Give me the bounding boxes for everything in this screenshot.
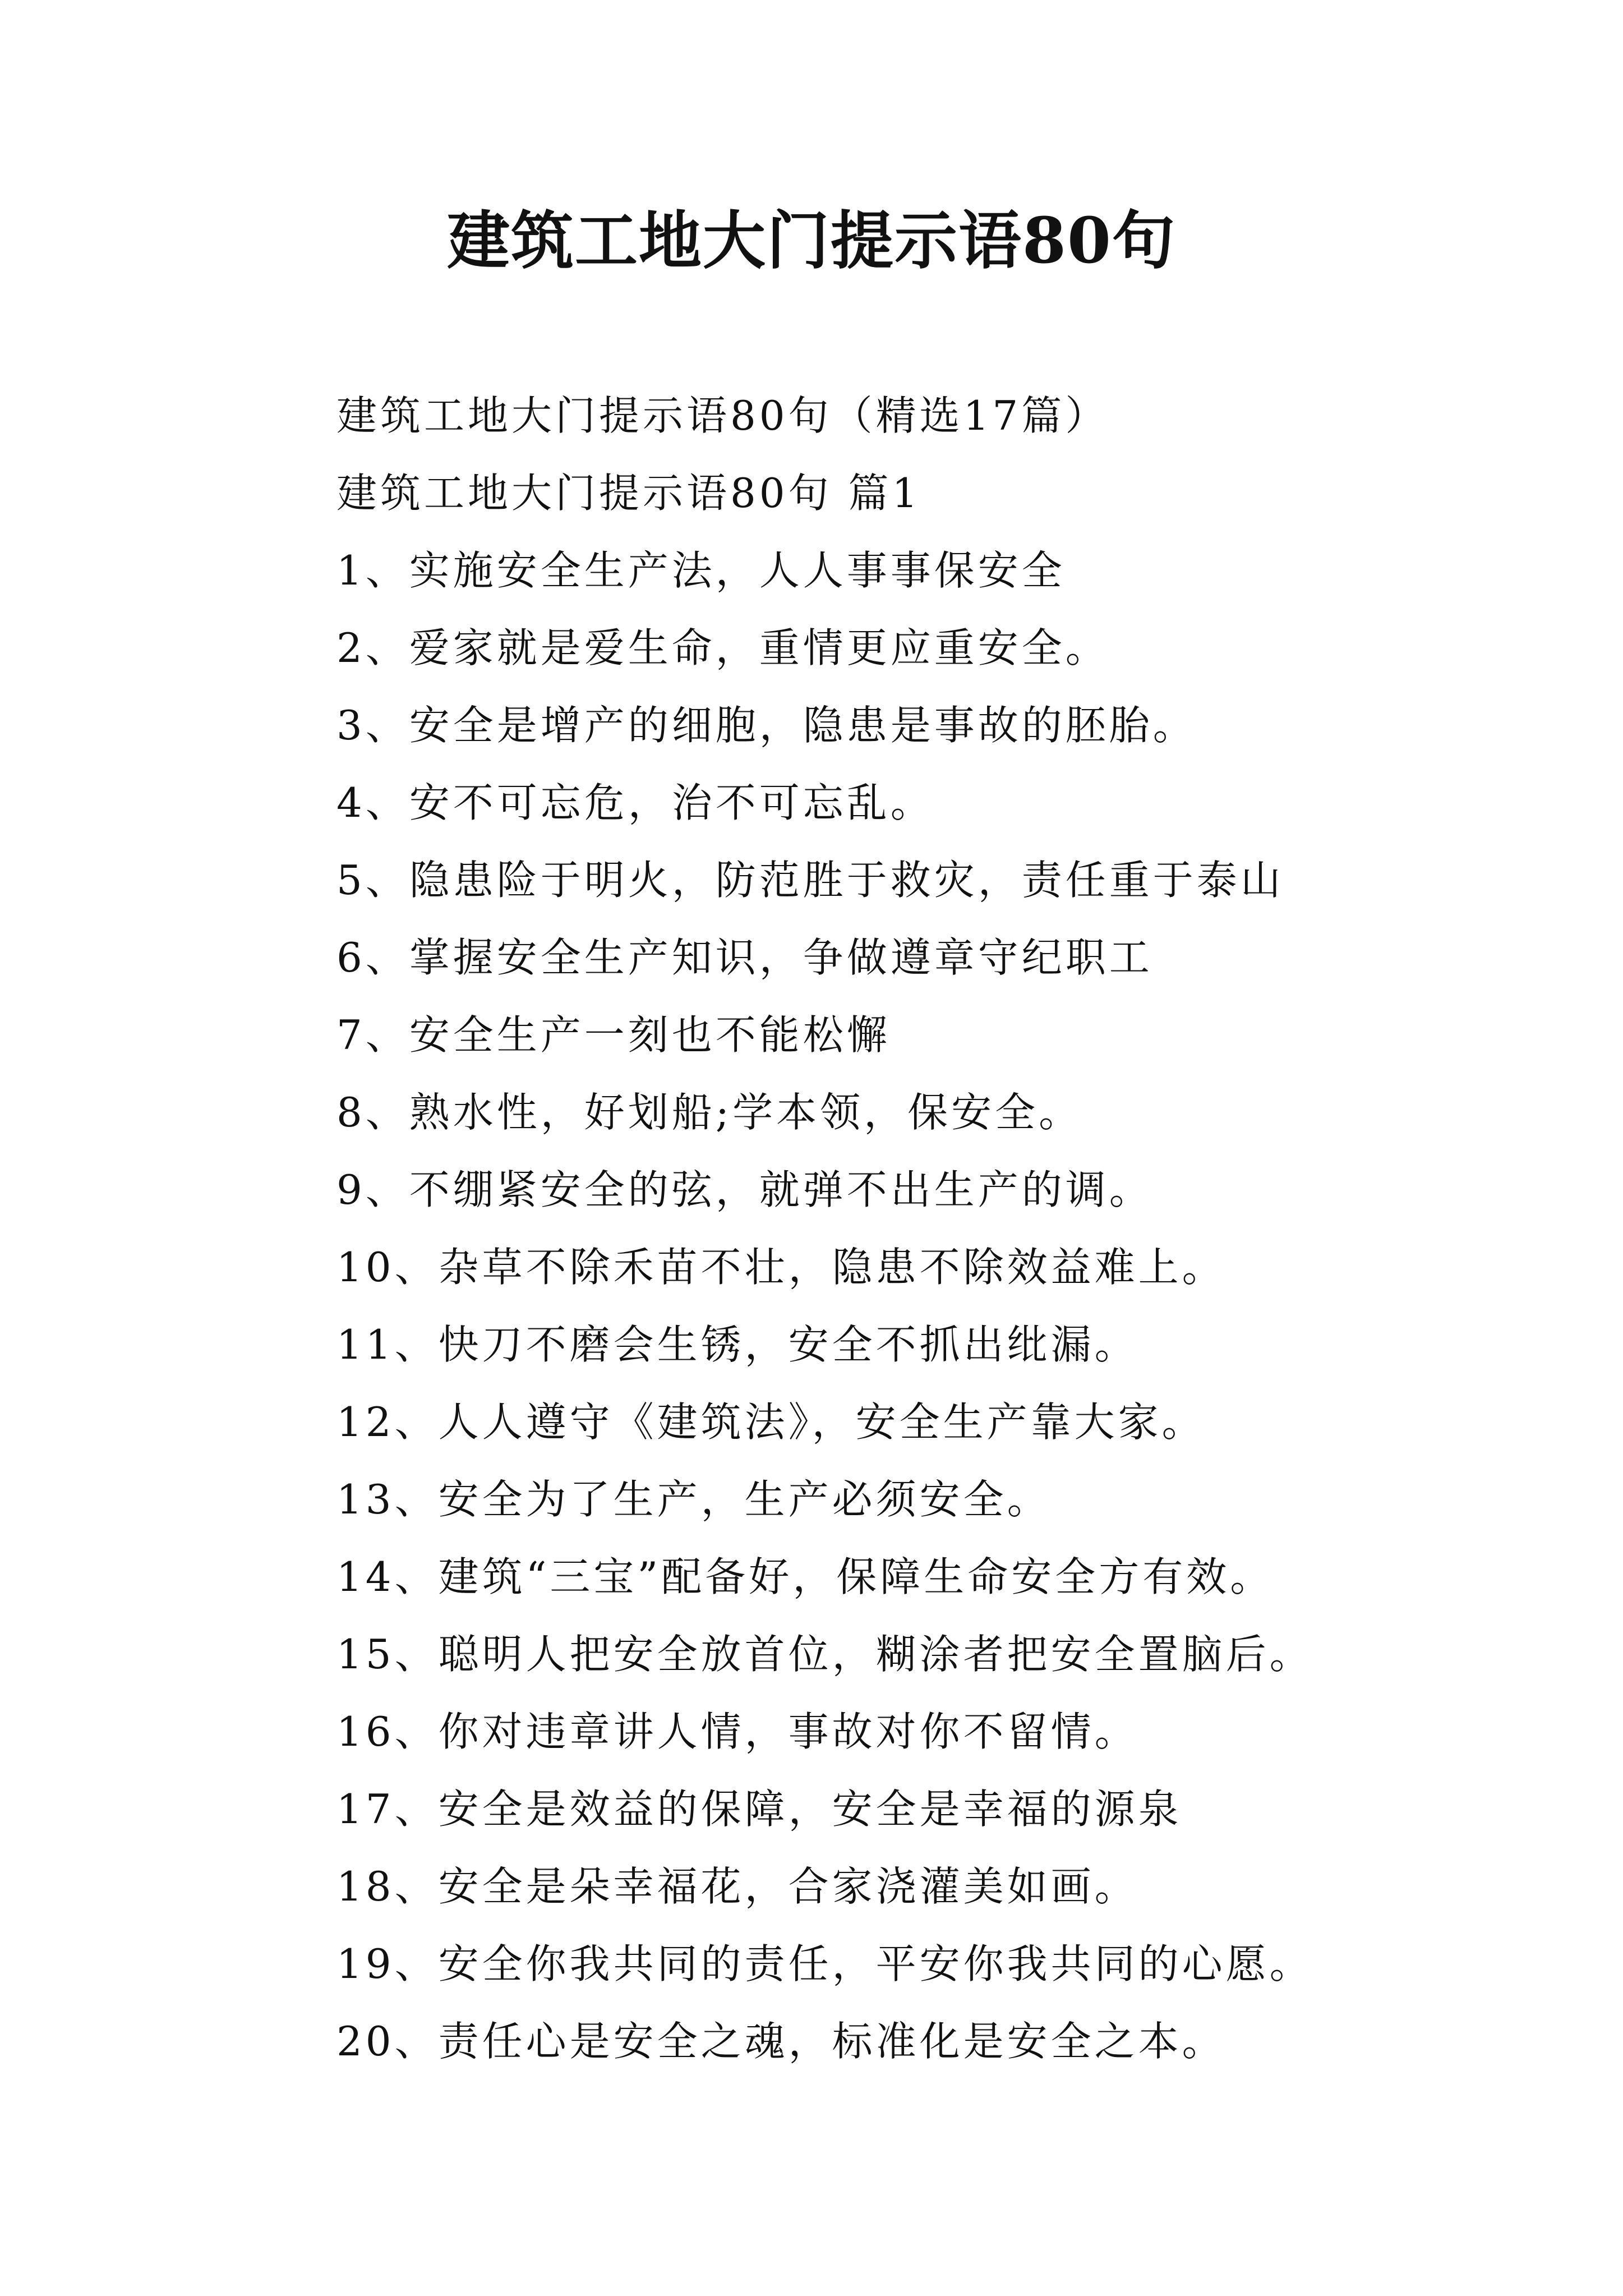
list-item: 14、建筑“三宝”配备好，保障生命安全方有效。 [336,1553,1274,1600]
list-item: 10、杂草不除禾苗不壮，隐患不除效益难上。 [336,1244,1226,1291]
document-body [336,377,1514,2080]
list-item: 9、不绷紧安全的弦，就弹不出生产的调。 [336,1166,1153,1213]
list-item: 4、安不可忘危，治不可忘乱。 [336,779,934,826]
document-title: 建筑工地大门提示语80句 [447,204,1176,278]
list-item: 1、实施安全生产法，人人事事保安全 [336,547,1066,594]
list-item: 15、聪明人把安全放首位，糊涂者把安全置脑后。 [336,1631,1313,1678]
list-item: 20、责任心是安全之魂，标准化是安全之本。 [336,2018,1226,2065]
list-item: 8、熟水性，好划船;学本领，保安全。 [336,1089,1083,1136]
list-item: 13、安全为了生产，生产必须安全。 [336,1476,1051,1523]
list-item: 2、爱家就是爱生命，重情更应重安全。 [336,624,1109,671]
list-item: 17、安全是效益的保障，安全是幸福的源泉 [336,1786,1182,1833]
list-item: 12、人人遵守《建筑法》，安全生产靠大家。 [336,1398,1206,1446]
list-item: 16、你对违章讲人情，事故对你不留情。 [336,1708,1138,1755]
list-item: 11、快刀不磨会生锈，安全不抓出纰漏。 [336,1321,1138,1368]
slogan-list [336,532,1514,2080]
section-heading: 建筑工地大门提示语80句 篇1 [336,470,921,517]
list-item: 18、安全是朵幸福花，合家浇灌美如画。 [336,1863,1138,1910]
list-item: 5、隐患险于明火，防范胜于救灾，责任重于泰山 [336,857,1284,904]
list-item: 6、掌握安全生产知识，争做遵章守纪职工 [336,934,1153,981]
list-item: 7、安全生产一刻也不能松懈 [336,1011,891,1059]
document-subtitle: 建筑工地大门提示语80句（精选17篇） [336,392,1109,439]
list-item: 3、安全是增产的细胞，隐患是事故的胚胎。 [336,702,1197,749]
list-item: 19、安全你我共同的责任，平安你我共同的心愿。 [336,1940,1313,1987]
